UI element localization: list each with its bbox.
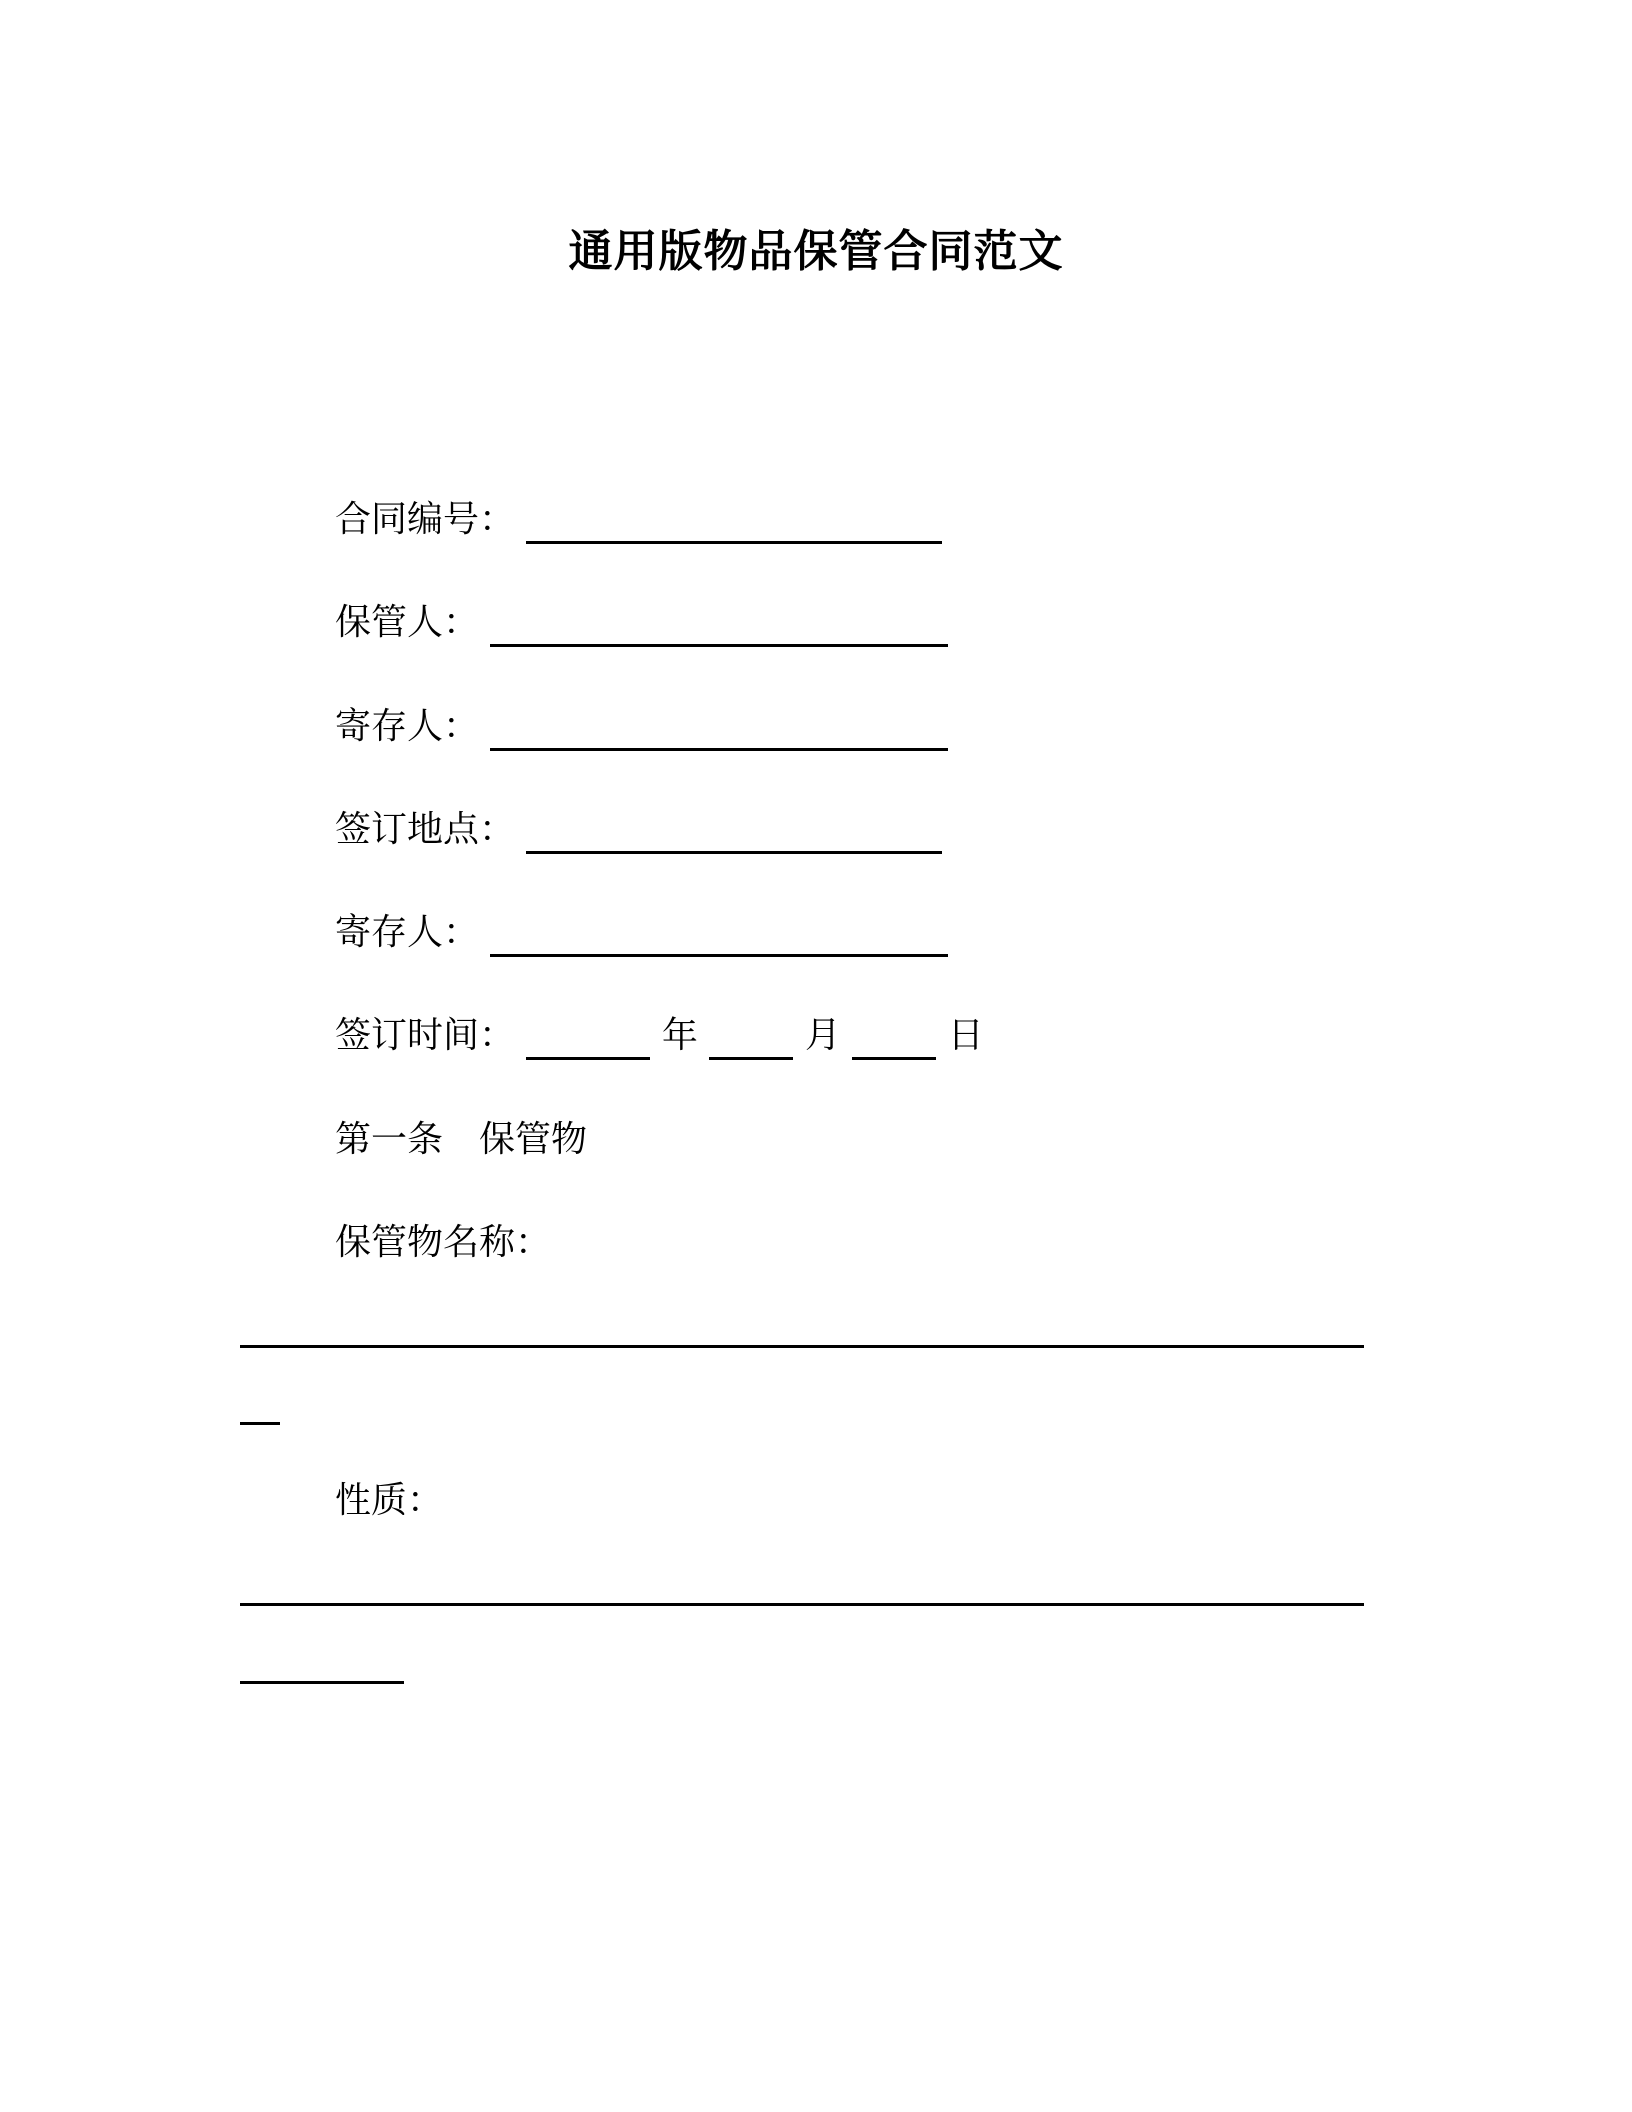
depositor-blank[interactable] xyxy=(490,707,948,751)
sign-place-blank[interactable] xyxy=(526,810,942,854)
year-label: 年 xyxy=(661,1015,698,1056)
month-blank[interactable] xyxy=(709,1016,793,1060)
contract-number-line xyxy=(335,496,942,544)
custodian-blank[interactable] xyxy=(490,603,948,647)
nature-blank-2[interactable] xyxy=(240,1681,404,1684)
day-blank[interactable] xyxy=(852,1016,936,1060)
item-name-line xyxy=(335,1219,551,1267)
day-label: 日 xyxy=(947,1015,984,1056)
sign-place-line xyxy=(335,806,942,854)
sign-time-label: 签订时间： xyxy=(335,1015,516,1056)
depositor-line-2 xyxy=(335,909,948,957)
contract-number-label: 合同编号： xyxy=(335,499,516,540)
depositor-blank-2[interactable] xyxy=(490,913,948,957)
sign-time-line xyxy=(335,1012,984,1060)
item-name-blank-2[interactable] xyxy=(240,1422,280,1425)
document-title: 通用版物品保管合同范文 xyxy=(568,226,1064,277)
nature-line xyxy=(335,1477,443,1525)
item-name-blank-1[interactable] xyxy=(240,1345,1364,1348)
nature-blank-1[interactable] xyxy=(240,1603,1364,1606)
custodian-line xyxy=(335,599,948,647)
month-label: 月 xyxy=(804,1015,841,1056)
depositor-label: 寄存人： xyxy=(335,706,480,747)
contract-number-blank[interactable] xyxy=(526,500,942,544)
nature-label: 性质： xyxy=(335,1480,444,1521)
depositor-label-2: 寄存人： xyxy=(335,912,480,953)
year-blank[interactable] xyxy=(526,1016,650,1060)
article-1-heading xyxy=(335,1116,587,1164)
article-1-number: 第一条 xyxy=(335,1119,444,1160)
custodian-label: 保管人： xyxy=(335,602,480,643)
article-1-title: 保管物 xyxy=(479,1119,588,1160)
item-name-label: 保管物名称： xyxy=(335,1222,552,1263)
sign-place-label: 签订地点： xyxy=(335,809,516,850)
depositor-line xyxy=(335,703,948,751)
